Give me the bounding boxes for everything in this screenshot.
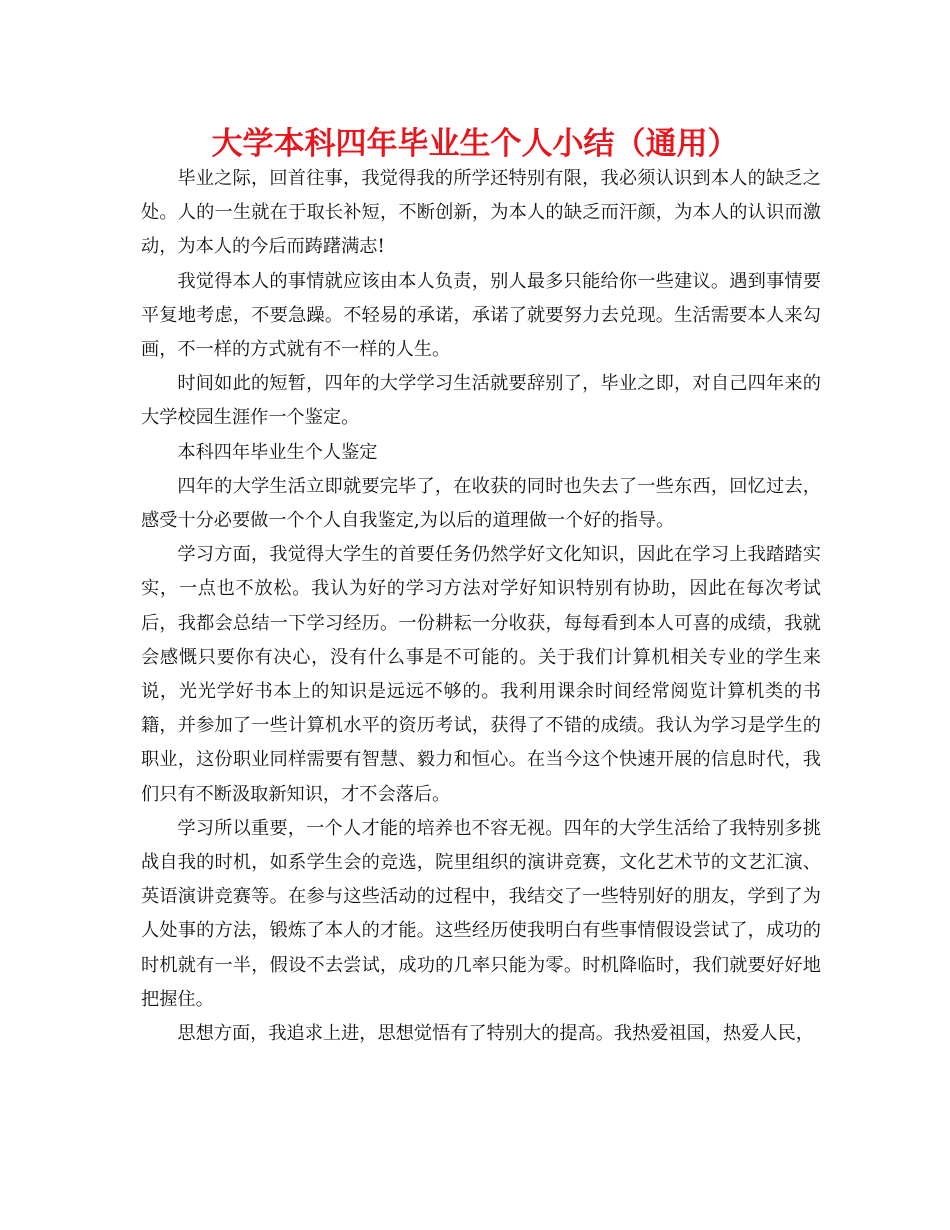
section-heading: 本科四年毕业生个人鉴定 [177, 441, 378, 463]
paragraph: 思想方面，我追求上进，思想觉悟有了特别大的提高。我热爱祖国，热爱人民， [177, 1023, 814, 1045]
paragraph: 毕业之际，回首往事，我觉得我的所学还特别有限，我必须认识到本人的缺乏之处。人的一生就在于取长补短，不断创新，为本人的缺乏而汗颜，为本人的认识而激动，为本人的今后而踌躇满志! [141, 168, 821, 258]
paragraph: 四年的大学生活立即就要完毕了，在收获的同时也失去了一些东西，回忆过去，感受十分必要做一个个人自我鉴定,为以后的道理做一个好的指导。 [141, 475, 821, 532]
paragraph: 时间如此的短暂，四年的大学学习生活就要辞别了，毕业之即，对自己四年来的大学校园生涯作一个鉴定。 [141, 373, 821, 429]
paragraph: 我觉得本人的事情就应该由本人负责，别人最多只能给你一些建议。遇到事情要平复地考虑，不要急躁。不轻易的承诺，承诺了就要努力去兑现。生活需要本人来勾画，不一样的方式就有不一样的人生。 [141, 270, 821, 361]
paragraph: 学习所以重要，一个人才能的培养也不容无视。四年的大学生活给了我特别多挑战自我的时机，如系学生会的竞选，院里组织的演讲竞赛，文化艺术节的文艺汇演、英语演讲竞赛等。在参与这些活动的过程中，我结交了一些特别好的朋友，学到了为人处事的方法，锻炼了本人的才能。这些经历使我明白有些事情假设尝试了，成功的时机就有一半，假设不去尝试，成功的几率只能为零。时机降临时，我们就要好好地把握住。 [141, 817, 821, 1010]
document-body [141, 162, 821, 1051]
document-title: 大学本科四年毕业生个人小结（通用） [211, 126, 739, 162]
paragraph: 学习方面，我觉得大学生的首要任务仍然学好文化知识，因此在学习上我踏踏实实，一点也不放松。我认为好的学习方法对学好知识特别有协助，因此在每次考试后，我都会总结一下学习经历。一份耕耘一分收获，每每看到本人可喜的成绩，我就会感慨只要你有决心，没有什么事是不可能的。关于我们计算机相关专业的学生来说，光光学好书本上的知识是远远不够的。我利用课余时间经常阅览计算机类的书籍，并参加了一些计算机水平的资历考试，获得了不错的成绩。我认为学习是学生的职业，这份职业同样需要有智慧、毅力和恒心。在当今这个快速开展的信息时代，我们只有不断汲取新知识，才不会落后。 [141, 544, 821, 805]
